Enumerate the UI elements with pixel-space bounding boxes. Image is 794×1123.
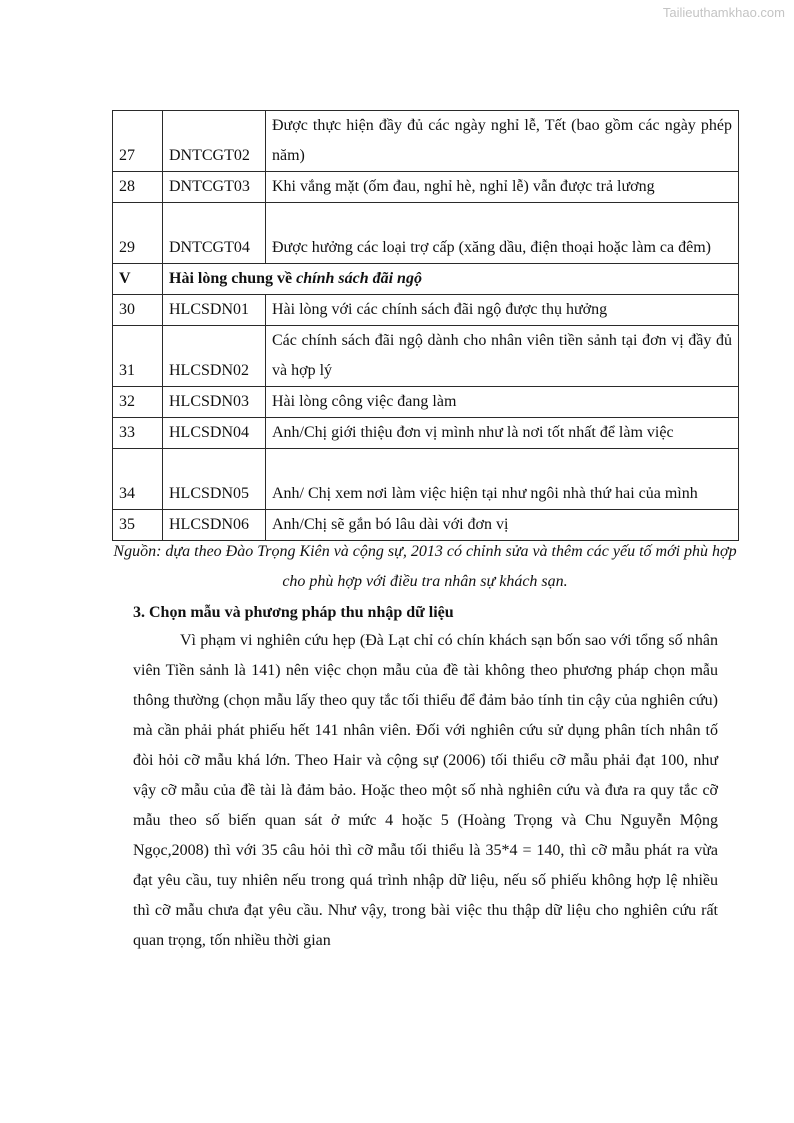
item-description: Hài lòng công việc đang làm — [266, 387, 739, 418]
item-number: 35 — [113, 510, 163, 541]
item-number: 34 — [113, 449, 163, 510]
item-code: DNTCGT03 — [163, 172, 266, 203]
item-description: Được hưởng các loại trợ cấp (xăng dầu, điện thoại hoặc làm ca đêm) — [266, 203, 739, 264]
table-row — [113, 295, 739, 326]
section-heading: 3. Chọn mẫu và phương pháp thu nhập dữ liệu — [133, 604, 454, 621]
table-row — [113, 510, 739, 541]
watermark-text: Tailieuthamkhao.com — [662, 5, 785, 20]
table-row — [113, 203, 739, 264]
item-code: DNTCGT02 — [163, 111, 266, 172]
item-number: 33 — [113, 418, 163, 449]
table-row — [113, 418, 739, 449]
item-number: 28 — [113, 172, 163, 203]
item-number: 30 — [113, 295, 163, 326]
item-description: Anh/Chị sẽ gắn bó lâu dài với đơn vị — [266, 510, 739, 541]
item-code: HLCSDN03 — [163, 387, 266, 418]
item-description: Các chính sách đãi ngộ dành cho nhân viên tiền sảnh tại đơn vị đầy đủ và hợp lý — [266, 326, 739, 387]
item-code: HLCSDN05 — [163, 449, 266, 510]
item-description: Hài lòng với các chính sách đãi ngộ được thụ hưởng — [266, 295, 739, 326]
section-numeral: V — [113, 264, 163, 295]
item-code: HLCSDN01 — [163, 295, 266, 326]
item-description: Anh/ Chị xem nơi làm việc hiện tại như ngôi nhà thứ hai của mình — [266, 449, 739, 510]
item-description: Khi vắng mặt (ốm đau, nghỉ hè, nghỉ lễ) vẫn được trả lương — [266, 172, 739, 203]
section-title-italic: chính sách đãi ngộ — [296, 270, 422, 287]
item-code: HLCSDN04 — [163, 418, 266, 449]
table-row — [113, 111, 739, 172]
item-number: 27 — [113, 111, 163, 172]
item-description: Được thực hiện đầy đủ các ngày nghỉ lễ, Tết (bao gồm các ngày phép năm) — [266, 111, 739, 172]
item-code: DNTCGT04 — [163, 203, 266, 264]
item-number: 32 — [113, 387, 163, 418]
item-number: 31 — [113, 326, 163, 387]
item-number: 29 — [113, 203, 163, 264]
table-row — [113, 326, 739, 387]
table-row — [113, 172, 739, 203]
section-header-row — [113, 264, 739, 295]
section-title — [163, 264, 739, 295]
table-row — [113, 387, 739, 418]
survey-items-table — [112, 110, 739, 541]
table-row — [113, 449, 739, 510]
body-paragraph: Vì phạm vi nghiên cứu hẹp (Đà Lạt chỉ có chín khách sạn bốn sao với tổng số nhân viên Tiền sảnh là 141) nên việc chọn mẫu của đề tài không theo phương pháp chọn mẫu thông thường (chọn mẫu lấy theo quy tắc tối thiểu để đảm bảo tính tin cậy của nghiên cứu) mà cần phải phát phiếu hết 141 nhân viên. Đối với nghiên cứu sử dụng phân tích nhân tố đòi hỏi cỡ mẫu khá lớn. Theo Hair và cộng sự (2006) tối thiểu cỡ mẫu phải đạt 100, như vậy cỡ mẫu của đề tài là đảm bảo. Hoặc theo một số nhà nghiên cứu và đưa ra quy tắc cỡ mẫu theo số biến quan sát ở mức 4 hoặc 5 (Hoàng Trọng và Chu Nguyễn Mộng Ngọc,2008) thì với 35 câu hỏi thì cỡ mẫu tối thiểu là 35*4 = 140, thì cỡ mẫu phát ra vừa đạt yêu cầu, tuy nhiên nếu trong quá trình nhập dữ liệu, nếu số phiếu không hợp lệ nhiều thì cỡ mẫu chưa đạt yêu cầu. Như vậy, trong bài việc thu thập dữ liệu cho nghiên cứu rất quan trọng, tốn nhiều thời gian — [133, 632, 718, 949]
section-title-plain: Hài lòng chung về — [169, 270, 297, 287]
item-code: HLCSDN06 — [163, 510, 266, 541]
item-description: Anh/Chị giới thiệu đơn vị mình như là nơi tốt nhất để làm việc — [266, 418, 739, 449]
item-code: HLCSDN02 — [163, 326, 266, 387]
table-source-note: Nguồn: dựa theo Đào Trọng Kiên và cộng sự, 2013 có chỉnh sửa và thêm các yếu tố mới phù hợp cho phù hợp với điều tra nhân sự khách sạn. — [113, 543, 737, 590]
